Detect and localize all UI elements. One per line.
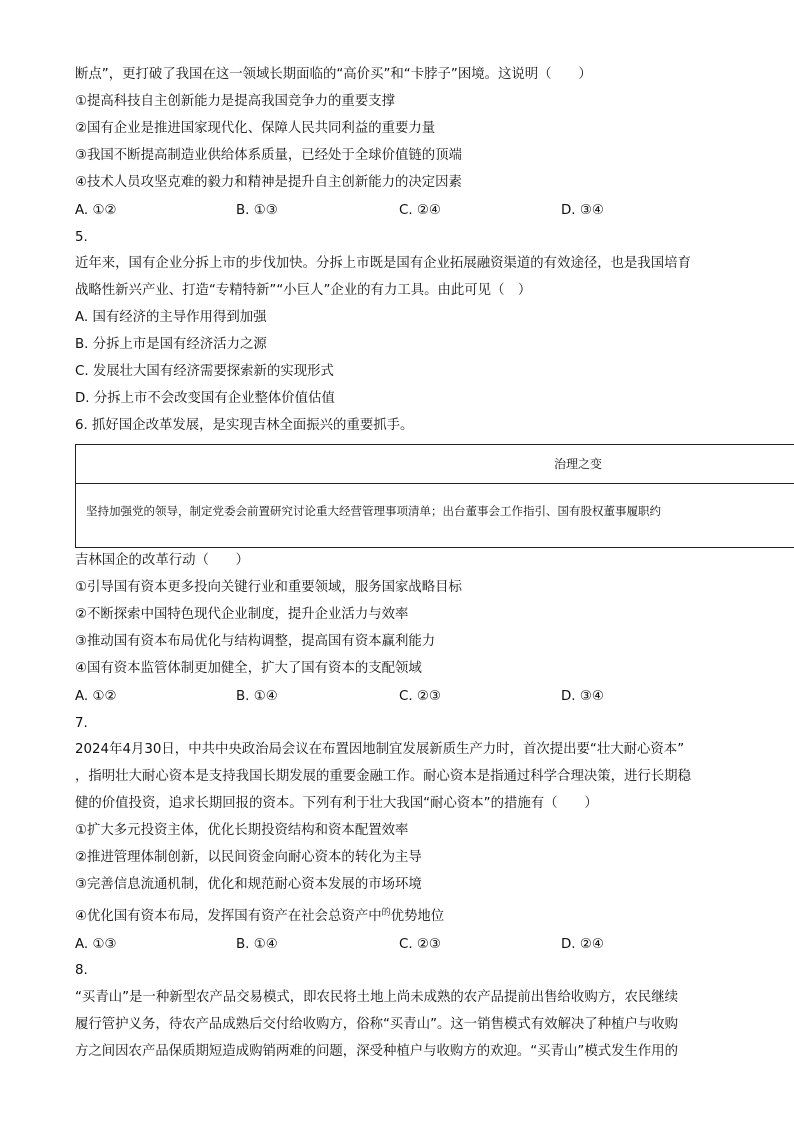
q6-option-b[interactable]: B. ①④ — [236, 689, 278, 704]
q6-table — [75, 444, 794, 548]
q4-option-d[interactable]: D. ③④ — [561, 203, 604, 218]
q7-statement-1: ①扩大多元投资主体，优化长期投资结构和资本配置效率 — [75, 823, 409, 838]
q7-statement-2: ②推进管理体制创新，以民间资金向耐心资本的转化为主导 — [75, 850, 422, 865]
q8-stem-line-1: “买青山”是一种新型农产品交易模式，即农民将土地上尚未成熟的农产品提前出售给收购方，农民继续 — [75, 990, 679, 1005]
q5-number: 5. — [75, 230, 88, 245]
q4-statement-3: ③我国不断提高制造业供给体系质量，已经处于全球价值链的顶端 — [75, 148, 462, 163]
q5-stem-line-1: 近年来，国有企业分拆上市的步伐加快。分拆上市既是国有企业拓展融资渠道的有效途径，也是我国培育 — [75, 256, 691, 271]
q6-table-header: 治理之变 — [554, 457, 603, 471]
q4-option-a[interactable]: A. ①② — [75, 203, 117, 218]
q6-stem-line-1: 6. 抓好国企改革发展，是实现吉林全面振兴的重要抓手。 — [75, 418, 414, 433]
q4-options — [75, 202, 775, 220]
q6-statement-3: ③推动国有资本布局优化与结构调整，提高国有资本赢利能力 — [75, 634, 436, 649]
q4-stem-line: 断点”，更打破了我国在这一领域长期面临的“高价买”和“卡脖子”困境。这说明（ ） — [75, 67, 592, 82]
q5-option-a[interactable]: A. 国有经济的主导作用得到加强 — [75, 310, 267, 325]
q5-stem-line-2: 战略性新兴产业、打造“专精特新”“小巨人”企业的有力工具。由此可见（ ） — [75, 283, 532, 298]
q4-option-c[interactable]: C. ②④ — [399, 203, 441, 218]
q7-stem-line-2: ，指明壮大耐心资本是支持我国长期发展的重要金融工作。耐心资本是指通过科学合理决策，进行长期稳 — [75, 769, 691, 784]
q7-statement-4-part-1: ④优化国有资本布局，发挥国有资产在社会总资产中 — [75, 909, 382, 924]
q4-option-b[interactable]: B. ①③ — [236, 203, 278, 218]
q6-table-header-row — [76, 445, 794, 484]
q7-option-a[interactable]: A. ①③ — [75, 937, 117, 952]
q7-statement-4-superscript: 的 — [381, 908, 391, 918]
q8-stem-line-3: 方之间因农产品保质期短造成购销两难的问题，深受种植户与收购方的欢迎。“买青山”模式发生作用的 — [75, 1044, 679, 1059]
q6-stem-line-2: 吉林国企的改革行动（ ） — [75, 553, 250, 568]
q8-stem-line-2: 履行管护义务，待农产品成熟后交付给收购方，俗称“买青山”。这一销售模式有效解决了种植户与收购 — [75, 1017, 679, 1032]
q7-statement-3: ③完善信息流通机制，优化和规范耐心资本发展的市场环境 — [75, 877, 422, 892]
q7-number: 7. — [75, 716, 88, 731]
q7-option-d[interactable]: D. ②④ — [561, 937, 604, 952]
q6-option-a[interactable]: A. ①② — [75, 689, 117, 704]
q7-stem-line-1: 2024年4月30日，中共中央政治局会议在布置因地制宜发展新质生产力时，首次提出要“壮大耐心资本” — [75, 742, 685, 757]
q6-statement-1: ①引导国有资本更多投向关键行业和重要领域，服务国家战略目标 — [75, 580, 462, 595]
q7-statement-4-part-2: 优势地位 — [390, 909, 445, 924]
q7-option-b[interactable]: B. ①④ — [236, 937, 278, 952]
q6-option-d[interactable]: D. ③④ — [561, 689, 604, 704]
q6-statement-2: ②不断探索中国特色现代企业制度，提升企业活力与效率 — [75, 607, 409, 622]
q5-option-b[interactable]: B. 分拆上市是国有经济活力之源 — [75, 337, 267, 352]
q6-option-c[interactable]: C. ②③ — [399, 689, 441, 704]
q4-statement-4: ④技术人员攻坚克难的毅力和精神是提升自主创新能力的决定因素 — [75, 175, 462, 190]
q6-options — [75, 688, 775, 706]
q7-stem-line-3: 健的价值投资，追求长期回报的资本。下列有利于壮大我国“耐心资本”的措施有（ ） — [75, 796, 598, 811]
q8-number: 8. — [75, 963, 88, 978]
q7-options — [75, 936, 775, 954]
q6-table-cell: 坚持加强党的领导，制定党委会前置研究讨论重大经营管理事项清单；出台董事会工作指引、国有股权董事履职约 — [86, 504, 661, 518]
q4-statement-1: ①提高科技自主创新能力是提高我国竞争力的重要支撑 — [75, 94, 395, 109]
q4-statement-2: ②国有企业是推进国家现代化、保障人民共同利益的重要力量 — [75, 121, 436, 136]
q5-option-d[interactable]: D. 分拆上市不会改变国有企业整体价值估值 — [75, 391, 335, 406]
q7-option-c[interactable]: C. ②③ — [399, 937, 441, 952]
q7-statement-4 — [75, 908, 444, 927]
q5-option-c[interactable]: C. 发展壮大国有经济需要探索新的实现形式 — [75, 364, 334, 379]
q6-statement-4: ④国有资本监管体制更加健全，扩大了国有资本的支配领域 — [75, 661, 422, 676]
